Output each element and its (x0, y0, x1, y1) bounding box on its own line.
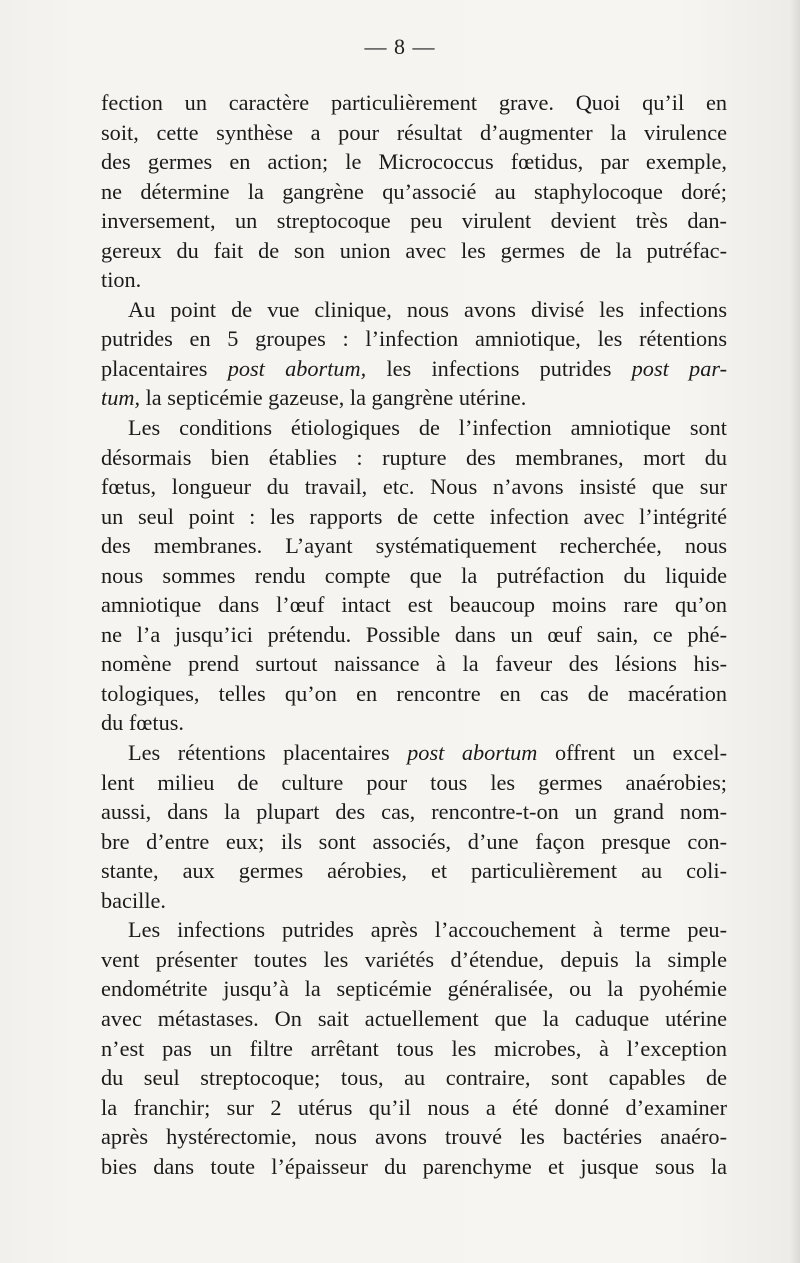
text-run: n’est pas un filtre arrêtant tous les microbes, à l’exception (101, 1035, 727, 1061)
text-run: désormais bien établies : rupture des membranes, mort du (101, 444, 727, 470)
text-line (101, 354, 727, 384)
text-run: du seul streptocoque; tous, au contraire, sont capables de (101, 1065, 727, 1091)
text-line (101, 118, 727, 148)
text-run: la franchir; sur 2 utérus qu’il nous a été donné d’examiner (101, 1094, 727, 1120)
text-run: gereux du fait de son union avec les germes de la putréfac- (101, 237, 727, 263)
text-run: Les infections putrides après l’accouchement à terme peu- (128, 917, 727, 943)
text-line (101, 177, 727, 207)
text-line (101, 768, 727, 798)
text-run: vent présenter toutes les variétés d’étendue, depuis la simple (101, 946, 727, 972)
text-run: Au point de vue clinique, nous avons divisé les infections (128, 296, 727, 322)
text-run: tologiques, telles qu’on en rencontre en cas de macération (101, 680, 727, 706)
text-line (101, 413, 727, 443)
text-run: amniotique dans l’œuf intact est beaucoup moins rare qu’on (101, 592, 727, 618)
text-run: endométrite jusqu’à la septicémie généralisée, ou la pyohémie (101, 976, 727, 1002)
text-run: les infections putrides (366, 355, 632, 381)
text-line (101, 236, 727, 266)
text-run: avec métastases. On sait actuellement que la caduque utérine (101, 1005, 727, 1031)
text-line (101, 974, 727, 1004)
text-run: aussi, dans la plupart des cas, rencontre-t-on un grand nom- (101, 799, 727, 825)
text-line (101, 679, 727, 709)
text-line (101, 1004, 727, 1034)
text-run: des germes en action; le Micrococcus fœtidus, par exemple, (101, 149, 727, 175)
text-run: nomène prend surtout naissance à la faveur des lésions his- (101, 651, 727, 677)
text-run: ne détermine la gangrène qu’associé au staphylocoque doré; (101, 178, 727, 204)
text-line (101, 915, 727, 945)
text-run: bies dans toute l’épaisseur du parenchyme et jusque sous la (101, 1153, 727, 1179)
text-run: lent milieu de culture pour tous les germes anaérobies; (101, 769, 727, 795)
text-line (101, 1034, 727, 1064)
text-line (101, 1122, 727, 1152)
text-run: Les conditions étiologiques de l’infection amniotique sont (128, 415, 727, 441)
text-line (101, 1063, 727, 1093)
text-run: fection un caractère particulièrement grave. Quoi qu’il en (101, 90, 727, 115)
text-line (101, 738, 727, 768)
text-run: soit, cette synthèse a pour résultat d’augmenter la virulence (101, 119, 727, 145)
text-run: putrides en 5 groupes : l’infection amniotique, les rétentions (101, 326, 727, 352)
text-run: du fœtus. (101, 710, 184, 736)
text-run: tion. (101, 267, 142, 293)
text-line (101, 886, 727, 916)
text-run: Les rétentions placentaires (128, 740, 408, 766)
page-edge-shadow (790, 0, 800, 1263)
body-text (101, 88, 727, 1181)
text-run: ne l’a jusqu’ici prétendu. Possible dans un œuf sain, ce phé- (101, 621, 727, 647)
text-line (101, 1093, 727, 1123)
text-run: la septicémie gazeuse, la gangrène utérine. (140, 385, 527, 411)
text-line (101, 443, 727, 473)
text-run: après hystérectomie, nous avons trouvé les bactéries anaéro- (101, 1124, 727, 1150)
text-line (101, 531, 727, 561)
text-run: stante, aux germes aérobies, et particulièrement au coli- (101, 858, 727, 884)
text-line (101, 708, 727, 738)
page-number: — 8 — (364, 34, 436, 59)
text-run: inversement, un streptocoque peu virulent devient très dan- (101, 208, 727, 234)
text-line (101, 88, 727, 118)
text-line (101, 147, 727, 177)
text-line (101, 561, 727, 591)
text-line (101, 295, 727, 325)
text-line (101, 649, 727, 679)
text-line (101, 797, 727, 827)
text-line (101, 502, 727, 532)
text-line (101, 620, 727, 650)
text-run: bacille. (101, 887, 166, 913)
italic-text: post par- (631, 355, 727, 381)
text-run: bre d’entre eux; ils sont associés, d’une façon presque con- (101, 828, 727, 854)
text-line (101, 472, 727, 502)
text-run: offrent un excel- (537, 740, 727, 766)
italic-text: post abortum (407, 740, 538, 766)
text-run: fœtus, longueur du travail, etc. Nous n’avons insisté que sur (101, 474, 727, 500)
text-line (101, 206, 727, 236)
text-line (101, 827, 727, 857)
text-run: un seul point : les rapports de cette infection avec l’intégrité (101, 503, 727, 529)
text-run: nous sommes rendu compte que la putréfaction du liquide (101, 562, 727, 588)
text-line (101, 383, 727, 413)
text-line (101, 1152, 727, 1182)
text-line (101, 590, 727, 620)
text-line (101, 265, 727, 295)
text-line (101, 856, 727, 886)
text-line (101, 945, 727, 975)
text-line (101, 324, 727, 354)
italic-text: tum, (101, 385, 141, 411)
italic-text: post abortum, (227, 355, 367, 381)
text-run: des membranes. L’ayant systématiquement recherchée, nous (101, 533, 727, 559)
text-run: placentaires (101, 355, 228, 381)
